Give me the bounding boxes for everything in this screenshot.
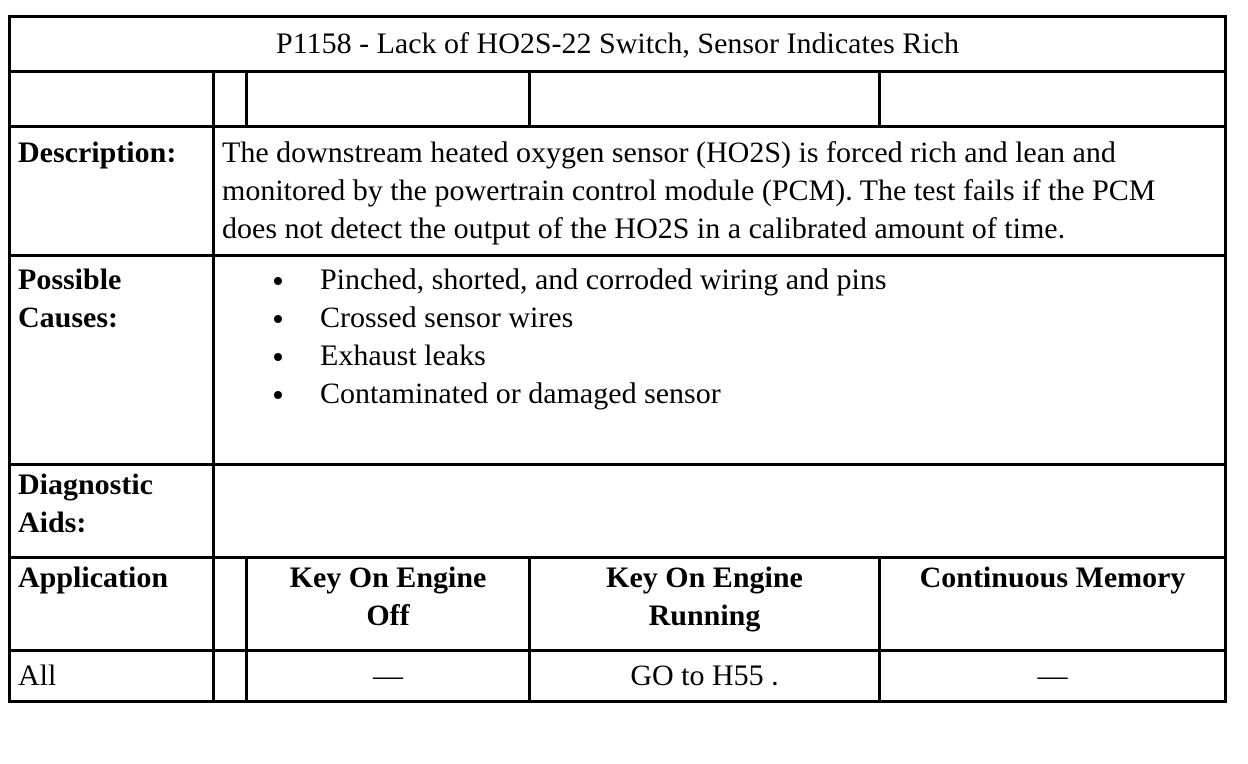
- continuous-memory-value: —: [880, 651, 1226, 702]
- spacer-cell: [214, 651, 247, 702]
- diagnostic-aids-label-line1: Diagnostic: [18, 468, 153, 501]
- dtc-title: P1158 - Lack of HO2S-22 Switch, Sensor Indicates Rich: [10, 17, 1226, 72]
- spacer-cell: [214, 558, 247, 651]
- koeo-header: [247, 558, 530, 651]
- dtc-table: [8, 15, 1227, 703]
- cause-item: Exhaust leaks: [320, 337, 1217, 375]
- application-data-row: [10, 651, 1226, 702]
- koer-header-line2: Running: [648, 599, 761, 632]
- koer-value: GO to H55 .: [530, 651, 880, 702]
- application-value: All: [10, 651, 214, 702]
- continuous-memory-header: Continuous Memory: [880, 558, 1226, 651]
- blank-cell: [530, 72, 880, 127]
- possible-causes-row: [10, 256, 1226, 465]
- description-row: [10, 127, 1226, 256]
- blank-cell: [247, 72, 530, 127]
- koeo-value: —: [247, 651, 530, 702]
- koer-header: [530, 558, 880, 651]
- possible-causes-label-line2: Causes:: [18, 301, 119, 334]
- blank-cell: [880, 72, 1226, 127]
- diagnostic-aids-row: [10, 465, 1226, 558]
- cause-item: Contaminated or damaged sensor: [320, 375, 1217, 413]
- diagnostic-aids-label-line2: Aids:: [18, 506, 87, 539]
- description-label: Description:: [10, 127, 214, 256]
- blank-cell: [10, 72, 214, 127]
- title-row: [10, 17, 1226, 72]
- koeo-header-line1: Key On Engine: [289, 561, 487, 594]
- description-text: The downstream heated oxygen sensor (HO2S) is forced rich and lean and monitored by the powertrain control module (PCM). The test fails if the PCM does not detect the output of the HO2S in a calibrated amount of time.: [214, 127, 1226, 256]
- application-header-row: [10, 558, 1226, 651]
- cause-item: Crossed sensor wires: [320, 299, 1217, 337]
- possible-causes-list: [222, 261, 1217, 413]
- blank-row: [10, 72, 1226, 127]
- koeo-header-line2: Off: [366, 599, 410, 632]
- cause-item: Pinched, shorted, and corroded wiring and pins: [320, 261, 1217, 299]
- possible-causes-list-cell: [214, 256, 1226, 465]
- blank-cell: [214, 72, 247, 127]
- possible-causes-label-line1: Possible: [18, 263, 122, 296]
- diagnostic-aids-label: [10, 465, 214, 558]
- application-header: Application: [10, 558, 214, 651]
- koer-header-line1: Key On Engine: [606, 561, 803, 594]
- diagnostic-aids-text: [214, 465, 1226, 558]
- possible-causes-label: [10, 256, 214, 465]
